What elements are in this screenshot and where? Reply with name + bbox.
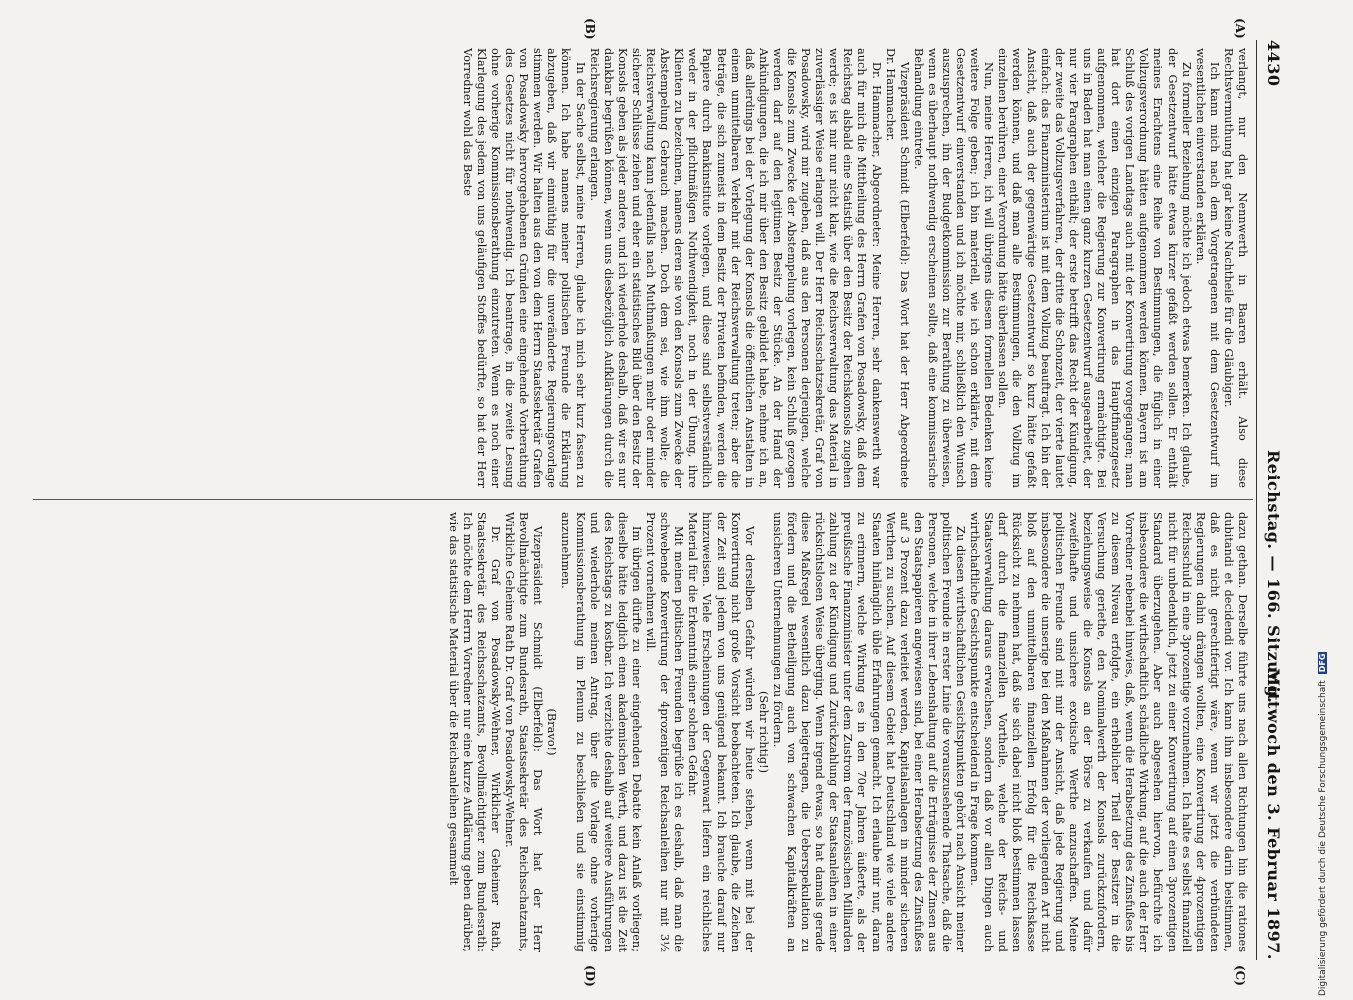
column-divider — [33, 499, 1253, 500]
paragraph: Vizepräsident Schmidt (Elberfeld): Das Wort hat der Herr Bevollmächtigte zum Bundesrath, Staatssekretär des Reichsschatzamts, Wirkliche Geheime Rath Dr. Graf von Posadowsky-Wehner. — [503, 512, 545, 952]
paragraph: Mit meinen politischen Freunden begrüße ich es deshalb, daß man die schwebende Konvertirung der 4prozentigen Reichsanleihen nur mit 3½ Prozent vornehmen will. — [644, 512, 686, 952]
paragraph: verlangt, nur den Nennwerth in Baaren erhält. Also diese Rechtsvermuthung hat gar keine Nachtheile für die Gläubiger. — [1221, 48, 1249, 488]
paragraph: In der Sache selbst, meine Herren, glaube ich mich sehr kurz fassen zu können. Ich habe namens meiner politischen Freunde die Erklärung abzugeben, daß wir einmüthig für die unveränderte Regierungsvorlage stimmen werden. Wir halten aus den von dem Herrn Staatssekretär Grafen von Posadowsky hervorgehobenen Gründen eine eingehende Vorberathung des Gesetzes nicht für nothwendig. Ich beantrage, in die zweite Lesung ohne vorherige Kommissionsberathung einzutreten. Wenn es noch einer Klarlegung des jedem von uns geläufigen Stoffes bedürfte, so hat der Herr Vorredner wohl das Beste — [460, 48, 587, 488]
left-column — [34, 48, 1249, 488]
paragraph: Vizepräsident Schmidt (Elberfeld): Das Wort hat der Herr Abgeordnete Dr. Hammacher. — [883, 48, 911, 488]
paragraph: Zu diesen wirthschaftlichen Gesichtspunkten gehört nach Ansicht meiner politischen Freunde in erster Linie die vorauszusehende Thatsache, daß die Personen, welche in ihrer Lebenshaltung auf die Erträgnisse der Zinsen aus den Staatspapieren angewiesen sind, bei einer Herabsetzung des Zinsfußes auf 3 Prozent dazu verleitet werden, Kapitalsanlagen in minder sicheren Werthen zu suchen. Auf diesem Gebiet hat Deutschland wie viele andere Staaten hinlänglich üble Erfahrungen gemacht. Ich erlaube mir nur, daran zu erinnern, welche Wirkung es in den 70er Jahren äußerte, als der preußische Finanzminister unter dem Zustrom der französischen Milliarden zahlung zu der Kündigung und Zurückzahlung der Staatsanleihen in einer rücksichtslosen Weise überging. Wenn irgend etwas, so hat damals gerade diese Maßregel wesentlich dazu beigetragen, die Ueberspekulation zu fördern und die Betheiligung auch von schwachen Kapitalkräften an unsicheren Unternehmungen zu fördern. — [770, 512, 968, 952]
rotated-newspaper-page — [27, 18, 1287, 987]
header-rule — [1256, 40, 1257, 960]
paragraph: Im übrigen dürfte zu einer eingehenden Debatte kein Anlaß vorliegen; dieselbe hätte lediglich einen akademischen Werth, und dazu ist die Zeit des Reichstags zu kostbar. Ich verzichte deshalb auf weitere Ausführungen und wiederhole meinen Antrag, über die Vorlage ohne vorherige Kommissionsberathung im Plenum zu beschließen und sie einstimmig anzunehmen. — [559, 512, 643, 952]
credit-text: Digitalisierung gefördert durch die Deutsche Forschungsgemeinschaft — [1318, 680, 1328, 996]
interjection: (Sehr richtig!) — [756, 690, 770, 774]
interjection: (Bravo!) — [545, 708, 559, 756]
margin-mark-d: (D) — [583, 965, 597, 987]
paragraph: Dr. Hammacher, Abgeordneter: Meine Herren, sehr dankenswerth war auch für mich die Mittheilung des Herrn Grafen von Posadowsky, daß dem Reichstag alsbald eine Statistik über den Besitz der Reichskonsols zugehen werde; es ist mir nur nicht klar, wie die Reichsverwaltung das Material in zuverlässiger Weise erlangen will. Der Herr Reichsschatzsekretär, Graf von Posadowsky, wird mir zugeben, daß aus den Personen derjenigen, welche die Konsols zum Zwecke der Abstempelung vorlegen, kein Schluß gezogen werden darf auf den legitimen Besitz der Stücke. An der Hand der Ankündigungen, die ich mir über den Besitz gebildet habe, nehme ich an, daß allerdings bei der Vorlegung der Konsols die öffentlichen Anstalten in einem unmittelbaren Verkehr mit der Reichsverwaltung treten; aber die Beträge, die sich zumeist in dem Besitz der Privaten befinden, werden die Papiere durch Bankinstitute vorlegen, und diese sind selbstverständlich weder in der pflichtmäßigen Nothwendigkeit, noch in der Übung, ihre Klienten zu bezeichnen, namens deren sie von den Konsols zum Zwecke der Abstempelung Gebrauch machen. Doch dem sei, wie ihm wolle; die Reichsverwaltung kann jedenfalls nach Muthmaßungen mehr oder minder sicherer Schlüsse ziehen und eher ein statistisches Bild über den Besitz der Konsols geben als jeder andere, und ich wiederhole deshalb, daß wir es nur dankbar begrüßen können, wenn uns diesbezüglich Aufklärungen durch die Reichsregierung erlangen. — [587, 48, 883, 488]
margin-mark-c: (C) — [1233, 965, 1247, 986]
margin-mark-a: (A) — [1233, 18, 1247, 39]
session-date: Mittwoch den 3. Februar 1897. — [1264, 668, 1283, 960]
page-title: Reichstag. — 166. Sitzung. — [1264, 450, 1283, 704]
paragraph: Dr. Graf von Posadowsky-Wehner, Wirklicher Geheimer Rath, Staatssekretär des Reichsschatzamts, Bevollmächtigter zum Bundesrath: Ich möchte dem Herrn Vorredner nur eine kurze Aufklärung geben darüber, wie das statistische Material über die Reichsanleihen gesammelt — [446, 512, 503, 952]
right-column — [34, 512, 1249, 952]
page-number: 4430 — [1264, 40, 1283, 87]
digitization-credit — [1318, 652, 1328, 996]
paragraph: dazu gethan. Derselbe führte uns nach allen Richtungen hin die rationes dubitandi et decidendi vor. Ich kann ihm insbesondere darin beistimmen, daß es nicht gerechtfertigt wäre, wenn wir jetzt die verbündeten Regierungen dahin drängen wollten, eine Konvertirung der 4prozentigen Reichsschuld in eine 3prozentige vorzunehmen. Ich halte es selbst finanziell nicht für unbedenklich, jetzt zu einer Konvertirung auf einen 3prozentigen Standard überzugehen. Aber auch abgesehen hiervon, befürchte ich insbesondere die wirthschaftlich schädliche Wirkung, auf die auch der Herr Vorredner nebenbei hinwies, daß, wenn die Herabsetzung des Zinsfußes bis zu diesem Niveau erfolgte, ein erheblicher Theil der Besitzer in die Versuchung geriethe, den Nominalwerth der Konsols zurückzufordern, beziehungsweise die Konsols an der Börse zu verkaufen und dafür zweifelhafte und unsichere exotische Werthe anzuschaffen. Meine politischen Freunde sind mit mir der Ansicht, daß jede Regierung und insbesondere die unserige bei den Maßnahmen der vorliegenden Art nicht bloß auf den unmittelbaren finanziellen Erfolg für die Reichskasse Rücksicht zu nehmen hat, daß sie sich dabei nicht bloß bestimmen lassen darf durch die finanziellen Vortheile, welche der Reichs- und Staatsverwaltung daraus erwachsen, sondern daß vor allen Dingen auch wirthschaftliche Gesichtspunkte entscheidend in Frage kommen. — [968, 512, 1249, 952]
paragraph: Nun, meine Herren, ich will übrigens diesem formellen Bedenken keine weitere Folge geben; ich bin materiell, wie ich schon erklärte, mit dem Gesetzentwurf einverstanden und ich möchte mir, schließlich den Wunsch auszusprechen, ihn der Budgetkommission zur Berathung zu überweisen, wenn es überhaupt nothwendig erscheinen sollte, daß eine kommissarische Behandlung eintrete. — [911, 48, 996, 488]
margin-mark-b: (B) — [583, 18, 597, 40]
dfg-logo: DFG — [1318, 653, 1327, 673]
paragraph: Vor derselben Gefahr würden wir heute stehen, wenn mit bei der Konvertirung nicht große Vorsicht beobachteten. Ich glaube, die Zeichen der Zeit sind jedem von uns genügend bekannt. Ich brauche darauf nur hinzuweisen. Viele Erscheinungen der Gegenwart liefern ein reichliches Material für die Erkenntniß einer solchen Gefahr. — [686, 512, 756, 952]
paragraph: Ich kann mich nach dem Vorgetragenen mit dem Gesetzentwurf im wesentlichen einverstanden erklären. — [1193, 48, 1221, 488]
paragraph: Zu formeller Beziehung möchte ich jedoch etwas bemerken. Ich glaube, der Gesetzentwurf hätte etwas kürzer gefaßt werden sollen. Er enthält meines Erachtens eine Reihe von Bestimmungen, die füglich in einer Vollzugsverordnung hätten aufgenommen werden können. Bayern ist am Schluß des vorigen Landtags auch mit der Konvertirung vorgegangen; man hat dort einen einzigen Paragraphen in das Hauptfinanzgesetz aufgenommen, welcher die Regierung zur Konvertirung ermächtigte. Bei uns in Baden hat man einen ganz kurzen Gesetzentwurf ausgearbeitet, der nur vier Paragraphen enthält; der erste betrifft das Recht der Kündigung, der zweite das Vollzugsverfahren, der dritte die Schonzeit, der vierte lautet einfach: das Finanzministerium ist mit dem Vollzug beauftragt. Ich bin der Ansicht, daß auch der gegenwärtige Gesetzentwurf so kurz hätte gefaßt werden können, und daß man alle Bestimmungen, die den Vollzug im einzelnen berühren, einer Verordnung hätte überlassen sollen. — [996, 48, 1193, 488]
page-header — [1257, 40, 1287, 960]
